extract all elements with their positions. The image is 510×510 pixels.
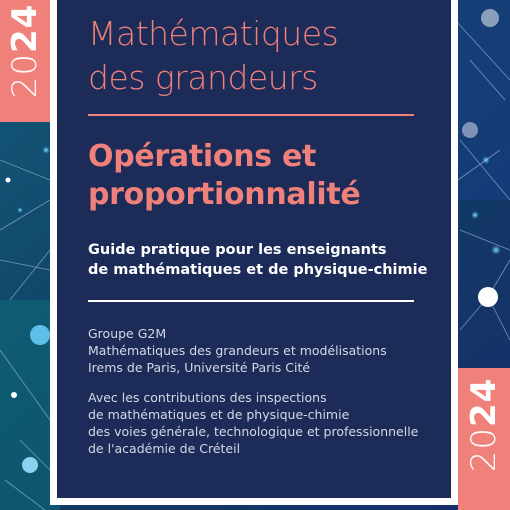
series-title-line-2: des grandeurs [88, 58, 318, 97]
year-right-bold: 24 [464, 377, 504, 428]
subtitle-line-1: Guide pratique pour les enseignants [88, 242, 387, 258]
series-title [88, 12, 418, 100]
year-right [464, 368, 504, 483]
group-name: Groupe G2M [88, 326, 167, 341]
group-description: Mathématiques des grandeurs et modélisations [88, 343, 387, 358]
contributions-line-4: de l'académie de Créteil [88, 441, 241, 456]
contributions-line-3: des voies générale, technologique et professionnelle [88, 424, 419, 439]
year-left-light: 20 [5, 53, 45, 99]
main-title-line-2: proportionnalité [88, 177, 361, 212]
year-band-left [0, 0, 50, 122]
year-band-right [458, 368, 510, 510]
group-institution: Irems de Paris, Université Paris Cité [88, 360, 311, 375]
subtitle-line-2: de mathématiques et de physique-chimie [88, 262, 428, 278]
year-left [5, 0, 45, 109]
series-title-line-1: Mathématiques [88, 14, 339, 53]
divider-bottom [88, 300, 414, 302]
contributions-line-1: Avec les contributions des inspections [88, 390, 327, 405]
subtitle [88, 240, 428, 280]
main-title [88, 138, 418, 214]
year-right-light: 20 [464, 427, 504, 473]
divider-top [88, 114, 414, 116]
main-title-line-1: Opérations et [88, 139, 317, 174]
group-credits [88, 325, 418, 376]
year-left-bold: 24 [5, 3, 45, 54]
contributions-line-2: de mathématiques et de physique-chimie [88, 407, 350, 422]
contributions-credits [88, 389, 418, 457]
